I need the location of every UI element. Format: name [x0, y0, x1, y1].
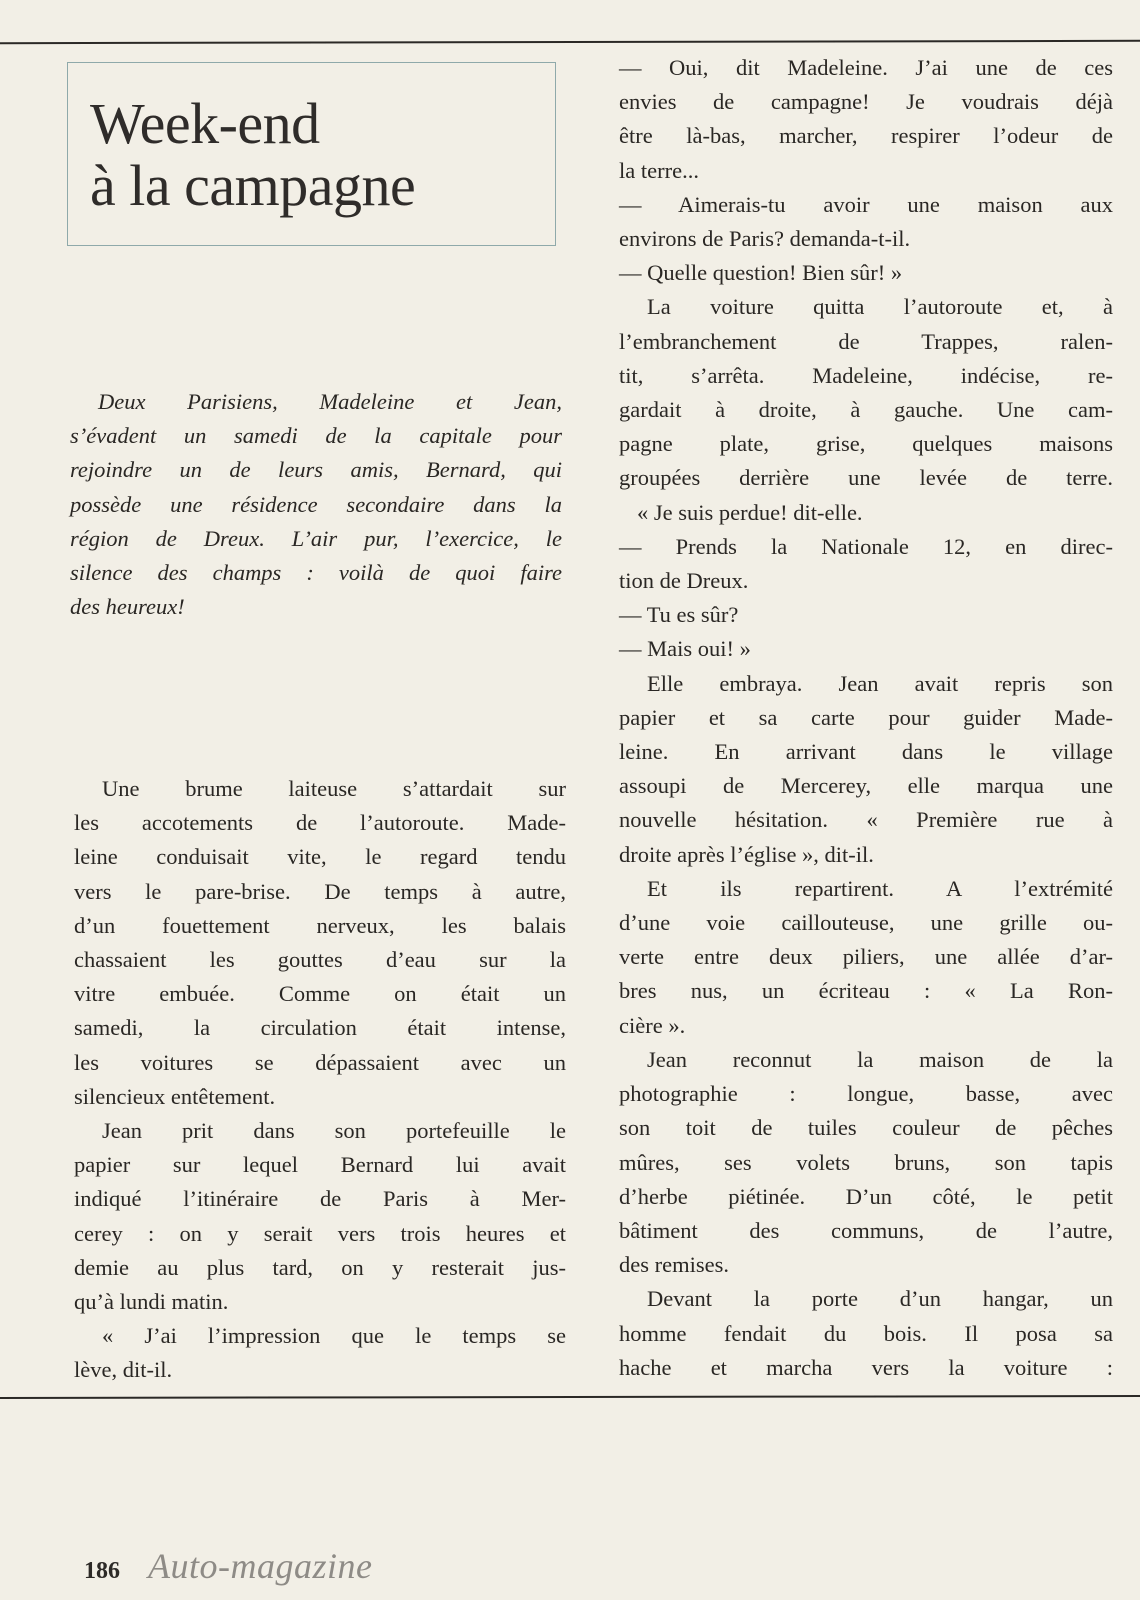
text-line: la terre...: [619, 157, 699, 183]
text-line: son toit de tuiles couleur de pêches: [619, 1115, 1113, 1141]
text-line: d’un fouettement nerveux, les balais: [74, 912, 566, 938]
right-column: [619, 51, 1113, 1385]
intro-paragraph: [70, 385, 562, 624]
text-line: vers le pare-brise. De temps à autre,: [74, 878, 566, 904]
text-line: leine conduisait vite, le regard tendu: [74, 844, 566, 870]
text-line: samedi, la circulation était intense,: [74, 1015, 566, 1041]
text-line: chassaient les gouttes d’eau sur la: [74, 947, 566, 973]
magazine-name: Auto-magazine: [148, 1546, 373, 1586]
text-line: tion de Dreux.: [619, 568, 749, 594]
text-line: — Prends la Nationale 12, en direc-: [619, 533, 1113, 559]
text-line: des heureux!: [70, 594, 185, 620]
text-line: silence des champs : voilà de quoi faire: [70, 560, 562, 586]
text-line: des remises.: [619, 1252, 729, 1278]
text-line: cerey : on y serait vers trois heures et: [74, 1220, 566, 1246]
text-line: tit, s’arrêta. Madeleine, indécise, re-: [619, 362, 1113, 388]
text-line: bâtiment des communs, de l’autre,: [619, 1217, 1113, 1243]
text-line: gardait à droite, à gauche. Une cam-: [619, 397, 1113, 423]
title-line-2: à la campagne: [90, 153, 416, 218]
text-line: — Tu es sûr?: [619, 602, 739, 628]
text-line: envies de campagne! Je voudrais déjà: [619, 89, 1113, 115]
text-line: cière ».: [619, 1012, 686, 1038]
text-line: — Oui, dit Madeleine. J’ai une de ces: [619, 55, 1113, 80]
text-line: papier sur lequel Bernard lui avait: [74, 1152, 566, 1178]
text-line: lève, dit-il.: [74, 1357, 173, 1383]
text-line: qu’à lundi matin.: [74, 1289, 229, 1315]
text-line: mûres, ses volets bruns, son tapis: [619, 1149, 1113, 1175]
text-line: indiqué l’itinéraire de Paris à Mer-: [74, 1186, 566, 1212]
text-line: La voiture quitta l’autoroute et, à: [647, 294, 1113, 320]
article-title: [90, 93, 415, 217]
text-line: région de Dreux. L’air pur, l’exercice, le: [70, 525, 562, 551]
text-line: Devant la porte d’un hangar, un: [647, 1286, 1113, 1312]
text-line: vitre embuée. Comme on était un: [74, 981, 566, 1007]
text-line: — Mais oui! »: [619, 636, 751, 662]
text-line: papier et sa carte pour guider Made-: [619, 704, 1113, 730]
text-line: droite après l’église », dit-il.: [619, 841, 874, 867]
text-line: nouvelle hésitation. « Première rue à: [619, 807, 1113, 833]
text-line: s’évadent un samedi de la capitale pour: [70, 423, 562, 449]
text-line: groupées derrière une levée de terre.: [619, 465, 1113, 491]
text-line: leine. En arrivant dans le village: [619, 739, 1113, 765]
text-line: hache et marcha vers la voiture :: [619, 1354, 1113, 1380]
text-line: les voitures se dépassaient avec un: [74, 1049, 566, 1075]
text-line: Deux Parisiens, Madeleine et Jean,: [98, 389, 562, 414]
text-line: Et ils repartirent. A l’extrémité: [647, 875, 1113, 901]
text-line: photographie : longue, basse, avec: [619, 1081, 1113, 1107]
text-line: verte entre deux piliers, une allée d’ar-: [619, 944, 1113, 970]
text-line: possède une résidence secondaire dans la: [70, 491, 562, 517]
text-line: Jean reconnut la maison de la: [647, 1046, 1113, 1072]
text-line: « J’ai l’impression que le temps se: [102, 1323, 566, 1349]
text-line: Jean prit dans son portefeuille le: [102, 1118, 566, 1144]
top-rule: [0, 40, 1140, 44]
text-line: — Aimerais-tu avoir une maison aux: [619, 191, 1113, 217]
text-line: d’herbe piétinée. D’un côté, le petit: [619, 1183, 1113, 1209]
text-line: demie au plus tard, on y resterait jus-: [74, 1254, 566, 1280]
text-line: les accotements de l’autoroute. Made-: [74, 810, 566, 836]
left-column: [74, 772, 566, 1388]
title-line-1: Week-end: [90, 91, 320, 156]
text-line: environs de Paris? demanda-t-il.: [619, 226, 911, 252]
text-line: bres nus, un écriteau : « La Ron-: [619, 978, 1113, 1004]
text-line: d’une voie caillouteuse, une grille ou-: [619, 910, 1113, 936]
text-line: Une brume laiteuse s’attardait sur: [102, 776, 566, 801]
text-line: rejoindre un de leurs amis, Bernard, qui: [70, 457, 562, 483]
text-line: — Quelle question! Bien sûr! »: [619, 260, 903, 286]
text-line: pagne plate, grise, quelques maisons: [619, 431, 1113, 457]
bottom-rule: [0, 1395, 1140, 1399]
title-box: [67, 62, 556, 246]
text-line: Elle embraya. Jean avait repris son: [647, 670, 1113, 696]
text-line: silencieux entêtement.: [74, 1083, 276, 1109]
text-line: assoupi de Mercerey, elle marqua une: [619, 773, 1113, 799]
page-number: 186: [84, 1558, 120, 1584]
text-line: « Je suis perdue! dit-elle.: [637, 499, 863, 525]
page-footer: [84, 1545, 372, 1587]
text-line: être là-bas, marcher, respirer l’odeur de: [619, 123, 1113, 149]
text-line: l’embranchement de Trappes, ralen-: [619, 328, 1113, 354]
text-line: homme fendait du bois. Il posa sa: [619, 1320, 1113, 1346]
